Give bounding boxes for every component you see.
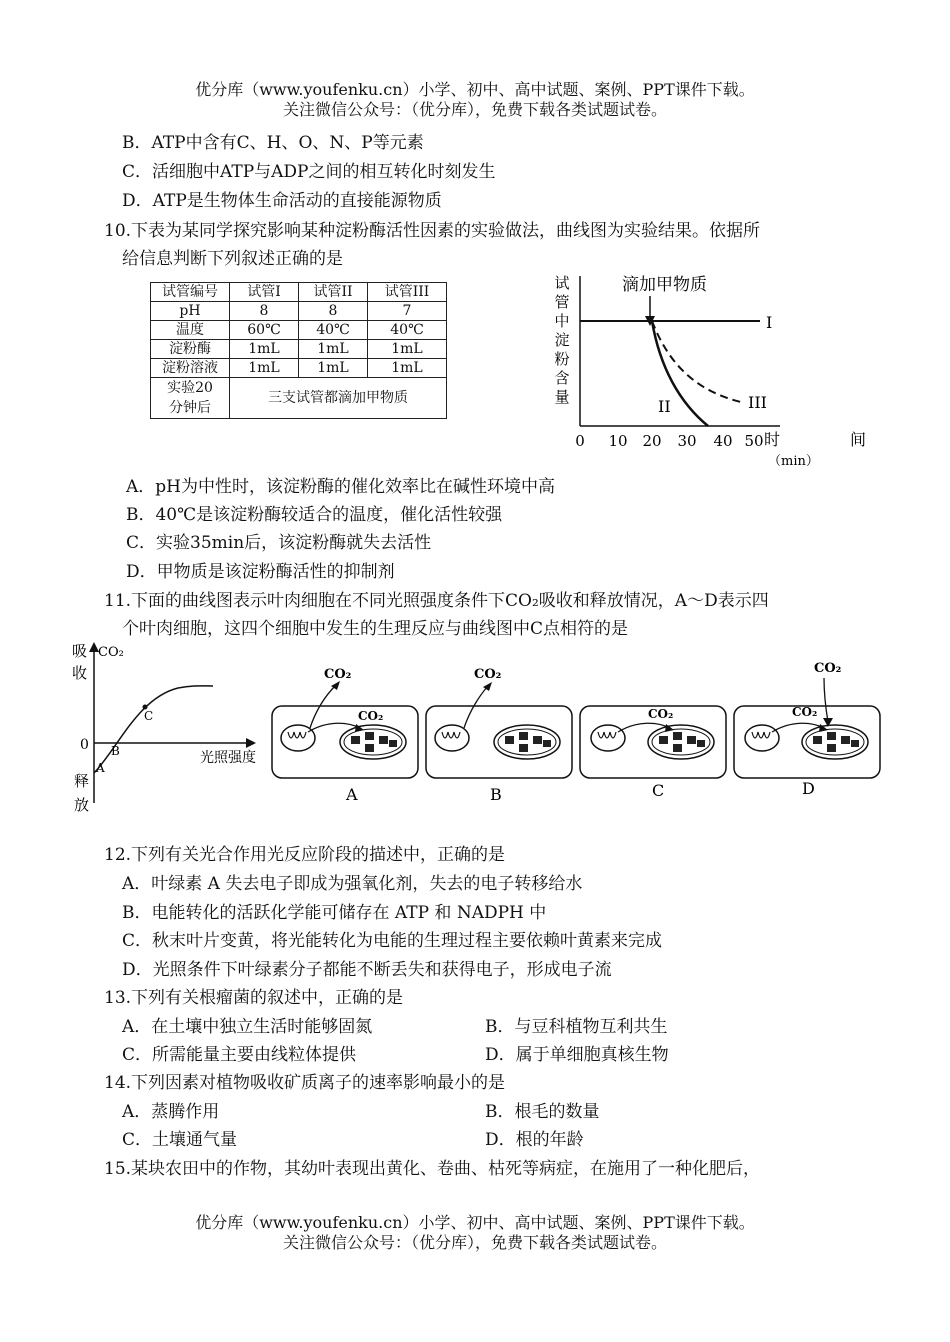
co2-label: CO₂ bbox=[324, 667, 352, 682]
table-cell: 40℃ bbox=[368, 321, 447, 340]
x-tick-labels bbox=[575, 432, 763, 450]
x-tick: 20 bbox=[642, 432, 662, 450]
co2-label: CO₂ bbox=[814, 661, 842, 676]
header-line-1: 优分库（www.youfenku.cn）小学、初中、高中试题、案例、PPT课件下载。 bbox=[195, 80, 755, 99]
q12-option-a: A．叶绿素 A 失去电子即成为强氧化剂，失去的电子转移给水 bbox=[122, 874, 583, 894]
cell-c-label: C bbox=[652, 781, 665, 800]
cell-c bbox=[580, 706, 726, 800]
q13-option-c: C．所需能量主要由线粒体提供 bbox=[122, 1045, 357, 1065]
cell-a-label: A bbox=[346, 785, 358, 804]
table-header-cell: 试管编号 bbox=[151, 283, 230, 302]
table-cell: pH bbox=[151, 302, 230, 321]
table-cell: 三支试管都滴加甲物质 bbox=[230, 378, 447, 419]
table-cell: 8 bbox=[230, 302, 299, 321]
table-cell: 1mL bbox=[368, 340, 447, 359]
q11-stem-1: 11.下面的曲线图表示叶肉细胞在不同光照强度条件下CO₂吸收和释放情况，A～D表示四 bbox=[104, 591, 769, 611]
cell-d-label: D bbox=[802, 779, 815, 798]
q9-option-c: C．活细胞中ATP与ADP之间的相互转化时刻发生 bbox=[122, 162, 496, 182]
q12-stem: 12.下列有关光合作用光反应阶段的描述中，正确的是 bbox=[104, 845, 506, 865]
table-cell: 1mL bbox=[299, 340, 368, 359]
cell-d bbox=[734, 661, 880, 798]
x-axis-arrowhead bbox=[246, 738, 256, 748]
co2-label: CO₂ bbox=[792, 705, 818, 719]
q10-option-a: A．pH为中性时，该淀粉酶的催化效率比在碱性环境中高 bbox=[126, 477, 555, 497]
q14-option-a: A．蒸腾作用 bbox=[122, 1102, 220, 1122]
x-tick: 10 bbox=[608, 432, 628, 450]
cell-b-label: B bbox=[490, 785, 502, 804]
co2-label: CO₂ bbox=[648, 707, 674, 721]
q10-starch-graph bbox=[540, 268, 870, 474]
q11-co2-graph bbox=[68, 638, 268, 816]
y-label-char: 粉 bbox=[554, 350, 570, 368]
x-label-b: 间 bbox=[850, 430, 867, 449]
y-label-char: 中 bbox=[554, 312, 570, 330]
y-label-top: 吸 bbox=[72, 642, 88, 660]
q11-cell-diagrams bbox=[268, 650, 888, 810]
q11-stem-2: 个叶肉细胞，这四个细胞中发生的生理反应与曲线图中C点相符的是 bbox=[122, 619, 629, 639]
q10-option-c: C．实验35min后，该淀粉酶就失去活性 bbox=[126, 533, 432, 553]
y-label-char: 含 bbox=[554, 369, 570, 387]
header-line-2: 关注微信公众号：（优分库），免费下载各类试题试卷。 bbox=[282, 100, 667, 119]
q12-option-b: B．电能转化的活跃化学能可储存在 ATP 和 NADPH 中 bbox=[122, 903, 547, 923]
q13-option-d: D．属于单细胞真核生物 bbox=[485, 1045, 669, 1065]
table-cell: 7 bbox=[368, 302, 447, 321]
q12-option-d: D．光照条件下叶绿素分子都能不断丢失和获得电子，形成电子流 bbox=[122, 960, 612, 980]
x-tick: 50 bbox=[744, 432, 764, 450]
x-tick: 0 bbox=[575, 432, 585, 450]
table-cell: 淀粉酶 bbox=[151, 340, 230, 359]
y-label-char: 淀 bbox=[554, 331, 570, 349]
x-tick: 40 bbox=[713, 432, 733, 450]
y-label-char: 量 bbox=[554, 388, 570, 406]
table-header-cell: 试管II bbox=[299, 283, 368, 302]
table-header-cell: 试管I bbox=[230, 283, 299, 302]
x-tick: 30 bbox=[677, 432, 697, 450]
q9-option-b: B．ATP中含有C、H、O、N、P等元素 bbox=[122, 133, 424, 153]
table-cell: 1mL bbox=[368, 359, 447, 378]
annotation-label: 滴加甲物质 bbox=[622, 275, 707, 295]
point-a-label: A bbox=[96, 761, 105, 775]
y-axis-label bbox=[554, 274, 569, 406]
q9-option-d: D．ATP是生物体生命活动的直接能源物质 bbox=[122, 191, 442, 211]
y-label-char: 试 bbox=[554, 274, 570, 292]
curve-iii bbox=[652, 321, 745, 403]
q13-option-b: B．与豆科植物互利共生 bbox=[485, 1017, 668, 1037]
q14-stem: 14.下列因素对植物吸收矿质离子的速率影响最小的是 bbox=[104, 1073, 506, 1093]
table-cell: 1mL bbox=[299, 359, 368, 378]
x-unit: （min） bbox=[768, 454, 819, 469]
table-cell: 淀粉溶液 bbox=[151, 359, 230, 378]
q10-option-d: D．甲物质是该淀粉酶活性的抑制剂 bbox=[126, 562, 395, 582]
curve-iii-label: III bbox=[748, 393, 767, 412]
table-cell: 8 bbox=[299, 302, 368, 321]
y-label-top: 收 bbox=[72, 664, 88, 682]
point-c-label: C bbox=[144, 709, 154, 723]
x-label-a: 时 bbox=[764, 430, 781, 449]
table-cell: 60℃ bbox=[230, 321, 299, 340]
q10-experiment-table bbox=[150, 282, 447, 419]
table-cell: 40℃ bbox=[299, 321, 368, 340]
footer-line-2: 关注微信公众号：（优分库），免费下载各类试题试卷。 bbox=[282, 1233, 667, 1252]
q10-option-b: B．40℃是该淀粉酶较适合的温度，催化活性较强 bbox=[126, 505, 503, 525]
q14-option-b: B．根毛的数量 bbox=[485, 1102, 600, 1122]
q14-option-d: D．根的年龄 bbox=[485, 1130, 584, 1150]
cell-b bbox=[426, 667, 572, 804]
table-cell: 1mL bbox=[230, 340, 299, 359]
curve-i-label: I bbox=[766, 313, 773, 332]
x-axis-label: 光照强度 bbox=[200, 750, 256, 766]
q13-option-a: A．在土壤中独立生活时能够固氮 bbox=[122, 1017, 373, 1037]
zero-label: 0 bbox=[80, 737, 89, 753]
q12-option-c: C．秋末叶片变黄，将光能转化为电能的生理过程主要依赖叶黄素来完成 bbox=[122, 931, 663, 951]
y-label-bottom: 释 bbox=[74, 772, 90, 790]
curve-ii-label: II bbox=[658, 397, 671, 416]
co2-label: CO₂ bbox=[98, 645, 124, 660]
point-b-label: B bbox=[111, 744, 120, 758]
cell-a bbox=[272, 667, 418, 804]
table-header-cell: 试管III bbox=[368, 283, 447, 302]
co2-label: CO₂ bbox=[474, 667, 502, 682]
q10-stem-2: 给信息判断下列叙述正确的是 bbox=[122, 249, 343, 269]
photosynthesis-curve bbox=[94, 686, 213, 773]
table-cell: 1mL bbox=[230, 359, 299, 378]
q15-stem: 15.某块农田中的作物，其幼叶表现出黄化、卷曲、枯死等病症，在施用了一种化肥后， bbox=[104, 1159, 761, 1179]
q13-stem: 13.下列有关根瘤菌的叙述中，正确的是 bbox=[104, 988, 404, 1008]
y-label-char: 管 bbox=[554, 293, 570, 311]
table-cell bbox=[151, 378, 230, 419]
table-cell-line: 分钟后 bbox=[169, 400, 211, 416]
co2-label: CO₂ bbox=[358, 709, 384, 723]
q10-stem-1: 10.下表为某同学探究影响某种淀粉酶活性因素的实验做法，曲线图为实验结果。依据所 bbox=[104, 221, 761, 241]
table-cell: 温度 bbox=[151, 321, 230, 340]
y-label-bottom: 放 bbox=[74, 796, 90, 814]
q14-option-c: C．土壤通气量 bbox=[122, 1130, 238, 1150]
footer-line-1: 优分库（www.youfenku.cn）小学、初中、高中试题、案例、PPT课件下载。 bbox=[195, 1213, 755, 1232]
table-cell-line: 实验20 bbox=[167, 380, 213, 396]
